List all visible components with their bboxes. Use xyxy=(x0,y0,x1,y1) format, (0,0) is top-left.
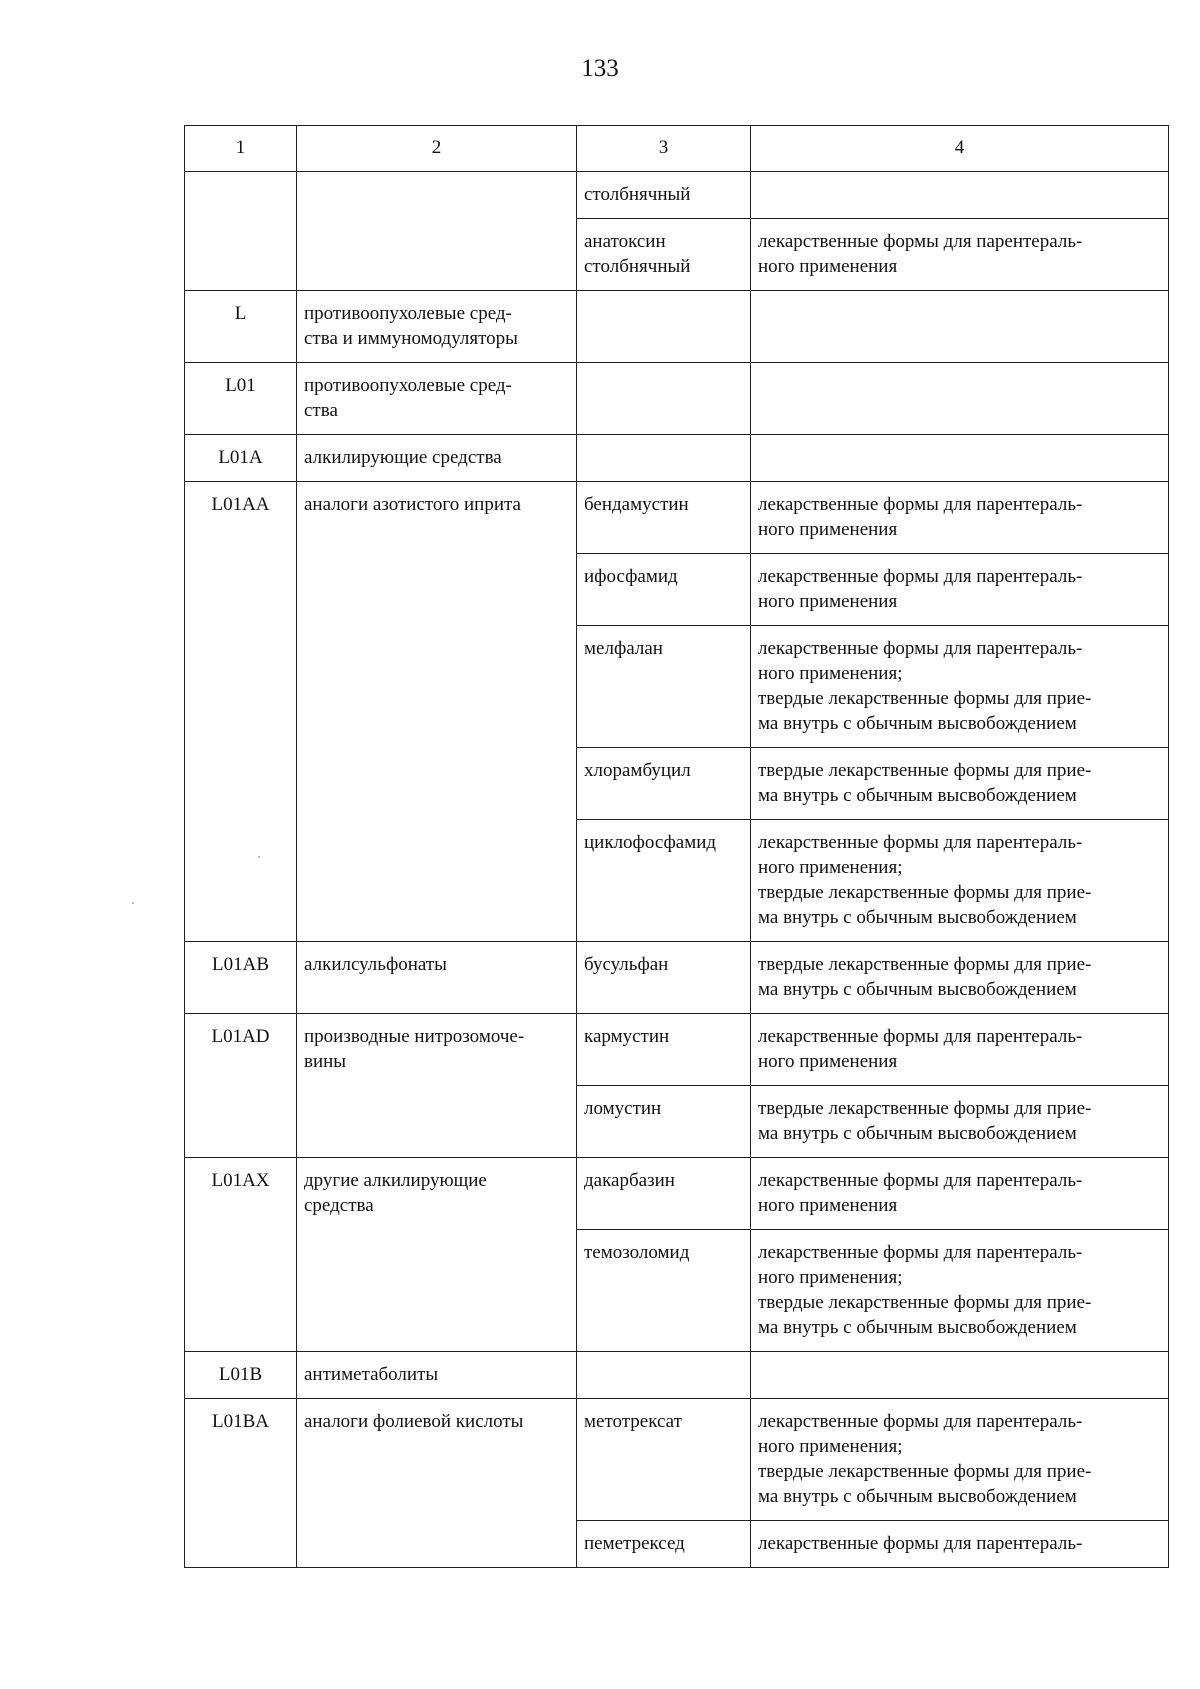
atc-group-cell xyxy=(297,172,577,291)
atc-code-cell: L xyxy=(185,291,297,363)
atc-group-cell: противоопухолевые сред- ства xyxy=(297,363,577,435)
table-header-row xyxy=(185,126,1169,172)
dosage-form-cell: лекарственные формы для парентераль- ного применения xyxy=(751,1014,1169,1086)
table-row xyxy=(185,291,1169,363)
drug-name-cell: метотрексат xyxy=(577,1399,751,1521)
drug-name-cell xyxy=(577,435,751,482)
dosage-form-cell xyxy=(751,1352,1169,1399)
drug-name-cell xyxy=(577,291,751,363)
drug-name-cell: пеметрексед xyxy=(577,1521,751,1568)
dosage-form-cell: лекарственные формы для парентераль- ного применения xyxy=(751,554,1169,626)
dosage-form-cell xyxy=(751,435,1169,482)
column-header-3: 3 xyxy=(577,126,751,172)
dosage-form-cell: лекарственные формы для парентераль- ного применения xyxy=(751,219,1169,291)
atc-group-cell: противоопухолевые сред- ства и иммуномодуляторы xyxy=(297,291,577,363)
table-row xyxy=(185,1014,1169,1086)
dosage-form-cell: твердые лекарственные формы для прие- ма внутрь с обычным высвобождением xyxy=(751,748,1169,820)
dosage-form-cell: лекарственные формы для парентераль- ного применения; твердые лекарственные формы для прие- ма внутрь с обычным высвобождением xyxy=(751,626,1169,748)
page-number: 133 xyxy=(581,55,619,82)
dosage-form-cell: лекарственные формы для парентераль- xyxy=(751,1521,1169,1568)
dosage-form-cell: твердые лекарственные формы для прие- ма внутрь с обычным высвобождением xyxy=(751,942,1169,1014)
scan-speck xyxy=(132,902,134,904)
drug-name-cell: хлорамбуцил xyxy=(577,748,751,820)
drug-name-cell xyxy=(577,363,751,435)
atc-code-cell: L01A xyxy=(185,435,297,482)
drug-name-cell: темозоломид xyxy=(577,1230,751,1352)
atc-code-cell: L01AB xyxy=(185,942,297,1014)
atc-code-cell: L01AA xyxy=(185,482,297,942)
column-header-1: 1 xyxy=(185,126,297,172)
drug-name-cell: бусульфан xyxy=(577,942,751,1014)
table-row xyxy=(185,363,1169,435)
atc-group-cell: алкилсульфонаты xyxy=(297,942,577,1014)
table-row xyxy=(185,1158,1169,1230)
drug-name-cell: мелфалан xyxy=(577,626,751,748)
dosage-form-cell: лекарственные формы для парентераль- ного применения; твердые лекарственные формы для прие- ма внутрь с обычным высвобождением xyxy=(751,1230,1169,1352)
column-header-4: 4 xyxy=(751,126,1169,172)
drug-name-cell xyxy=(577,1352,751,1399)
atc-group-cell: аналоги фолиевой кислоты xyxy=(297,1399,577,1568)
table-row xyxy=(185,1399,1169,1521)
dosage-form-cell: лекарственные формы для парентераль- ного применения; твердые лекарственные формы для прие- ма внутрь с обычным высвобождением xyxy=(751,1399,1169,1521)
drug-name-cell: ломустин xyxy=(577,1086,751,1158)
drug-name-cell: циклофосфамид xyxy=(577,820,751,942)
scan-speck xyxy=(258,856,260,858)
atc-group-cell: другие алкилирующие средства xyxy=(297,1158,577,1352)
dosage-form-cell: лекарственные формы для парентераль- ного применения xyxy=(751,1158,1169,1230)
drug-name-cell: ифосфамид xyxy=(577,554,751,626)
atc-code-cell: L01BA xyxy=(185,1399,297,1568)
table-row xyxy=(185,435,1169,482)
atc-code-cell: L01AD xyxy=(185,1014,297,1158)
atc-code-cell xyxy=(185,172,297,291)
dosage-form-cell xyxy=(751,291,1169,363)
drug-name-cell: бендамустин xyxy=(577,482,751,554)
dosage-form-cell xyxy=(751,172,1169,219)
atc-group-cell: аналоги азотистого иприта xyxy=(297,482,577,942)
drug-classification-table xyxy=(184,125,1169,1568)
atc-group-cell: антиметаболиты xyxy=(297,1352,577,1399)
atc-group-cell: производные нитрозомоче- вины xyxy=(297,1014,577,1158)
column-header-2: 2 xyxy=(297,126,577,172)
drug-name-cell: анатоксин столбнячный xyxy=(577,219,751,291)
table-row xyxy=(185,482,1169,554)
drug-name-cell: дакарбазин xyxy=(577,1158,751,1230)
atc-code-cell: L01 xyxy=(185,363,297,435)
dosage-form-cell: твердые лекарственные формы для прие- ма внутрь с обычным высвобождением xyxy=(751,1086,1169,1158)
table-row xyxy=(185,1352,1169,1399)
atc-code-cell: L01AX xyxy=(185,1158,297,1352)
dosage-form-cell xyxy=(751,363,1169,435)
dosage-form-cell: лекарственные формы для парентераль- ного применения; твердые лекарственные формы для прие- ма внутрь с обычным высвобождением xyxy=(751,820,1169,942)
atc-group-cell: алкилирующие средства xyxy=(297,435,577,482)
dosage-form-cell: лекарственные формы для парентераль- ного применения xyxy=(751,482,1169,554)
table-row xyxy=(185,172,1169,219)
table-row xyxy=(185,942,1169,1014)
atc-code-cell: L01B xyxy=(185,1352,297,1399)
drug-name-cell: столбнячный xyxy=(577,172,751,219)
drug-name-cell: кармустин xyxy=(577,1014,751,1086)
